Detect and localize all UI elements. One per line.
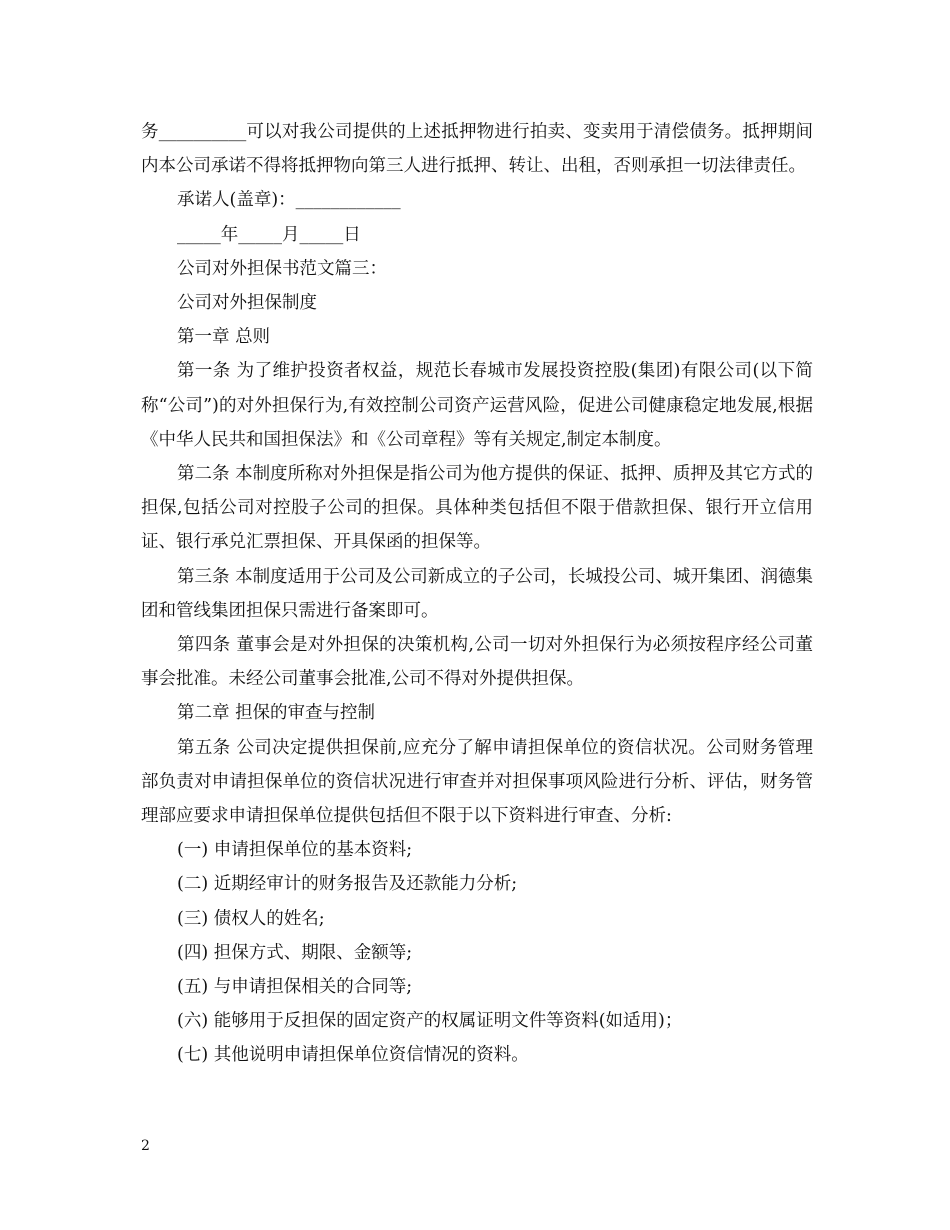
paragraph: (五) 与申请担保相关的合同等;	[177, 977, 413, 998]
paragraph: 公司对外担保制度	[177, 293, 317, 314]
paragraph: 承诺人(盖章)：____________	[177, 190, 401, 211]
paragraph: 第一章 总则	[177, 327, 271, 348]
paragraph: 第五条 公司决定提供担保前,应充分了解申请担保单位的资信状况。公司财务管理部负责对申请担保单位的资信状况进行审查并对担保事项风险进行分析、评估，财务管理部应要求申请担保单位提供包括但不限于以下资料进行审查、分析:	[141, 737, 813, 827]
paragraph: (二) 近期经审计的财务报告及还款能力分析;	[177, 874, 518, 895]
paragraph: 第三条 本制度适用于公司及公司新成立的子公司，长城投公司、城开集团、润德集团和管线集团担保只需进行备案即可。	[141, 566, 813, 621]
paragraph: 务__________可以对我公司提供的上述抵押物进行拍卖、变卖用于清偿债务。抵押期间内本公司承诺不得将抵押物向第三人进行抵押、转让、出租，否则承担一切法律责任。	[141, 122, 813, 177]
paragraph: (六) 能够用于反担保的固定资产的权属证明文件等资料(如适用)；	[177, 1011, 683, 1032]
page-number: 2	[141, 1138, 150, 1154]
paragraph: (三) 债权人的姓名;	[177, 908, 325, 929]
paragraph: (一) 申请担保单位的基本资料;	[177, 840, 413, 861]
paragraph: 公司对外担保书范文篇三：	[177, 258, 387, 279]
paragraph: _____年_____月_____日	[177, 224, 361, 245]
paragraph: 第四条 董事会是对外担保的决策机构,公司一切对外担保行为必须按程序经公司董事会批准。未经公司董事会批准,公司不得对外提供担保。	[141, 635, 813, 690]
paragraph: 第一条 为了维护投资者权益，规范长春城市发展投资控股(集团)有限公司(以下简称“公司”)的对外担保行为,有效控制公司资产运营风险，促进公司健康稳定地发展,根据《中华人民共和国担保法》和《公司章程》等有关规定,制定本制度。	[141, 361, 813, 450]
document-body	[141, 115, 813, 1073]
paragraph: 第二条 本制度所称对外担保是指公司为他方提供的保证、抵押、质押及其它方式的担保,包括公司对控股子公司的担保。具体种类包括但不限于借款担保、银行开立信用证、银行承兑汇票担保、开具保函的担保等。	[141, 464, 813, 553]
paragraph: (七) 其他说明申请担保单位资信情况的资料。	[177, 1045, 529, 1066]
paragraph: (四) 担保方式、期限、金额等;	[177, 942, 413, 963]
paragraph: 第二章 担保的审查与控制	[177, 703, 376, 724]
